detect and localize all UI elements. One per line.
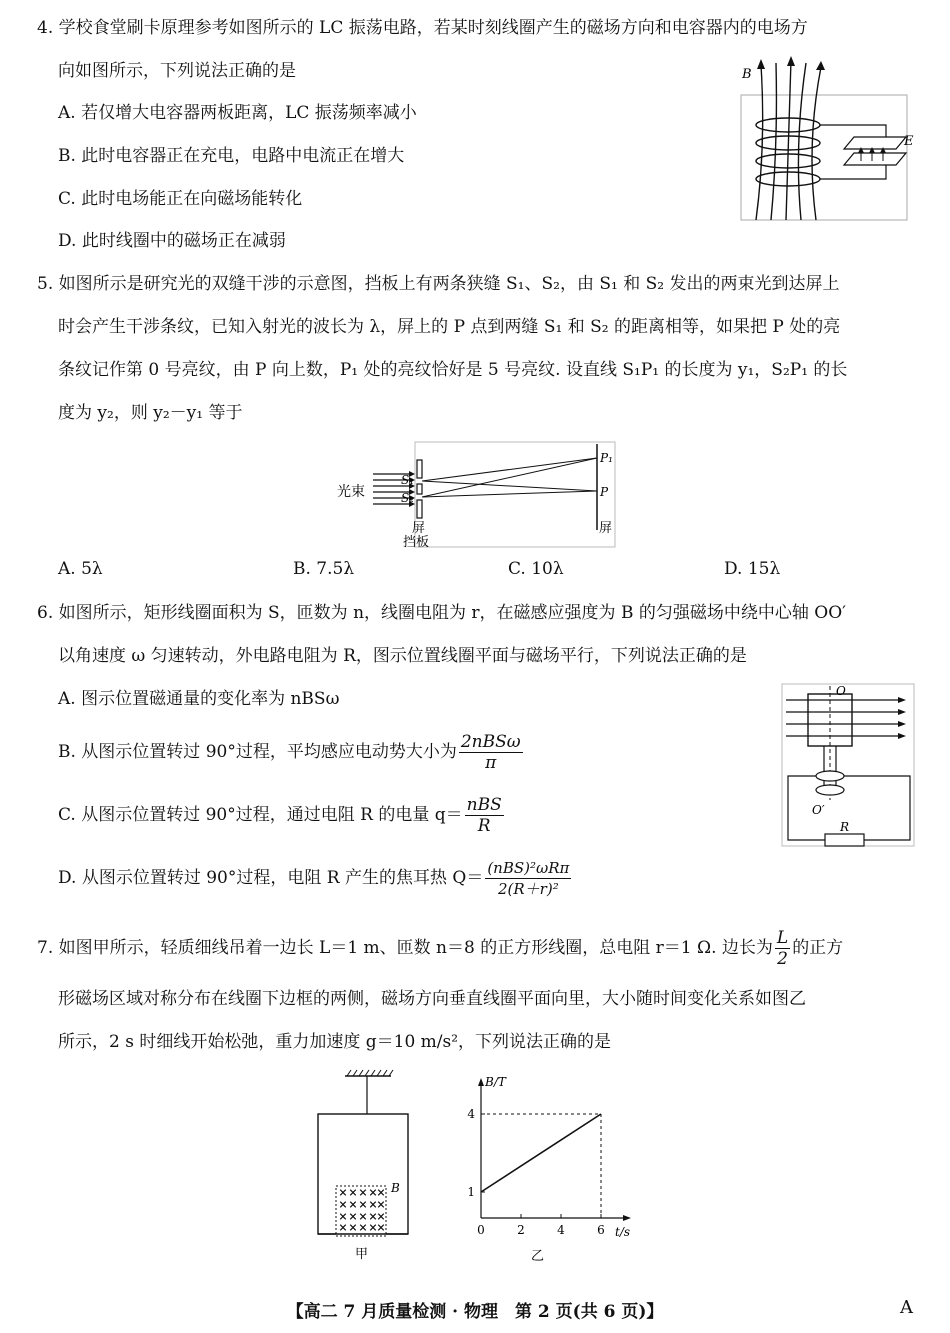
- chart-x-tick-label: 2: [517, 1223, 525, 1237]
- chart-y-tick-label: 4: [467, 1107, 475, 1121]
- chart-y-label: B/T: [485, 1075, 506, 1089]
- q4-stem-line1: 4. 学校食堂刷卡原理参考如图所示的 LC 振荡电路，若某时刻线圈产生的磁场方向和电容器内的电场方: [37, 18, 808, 38]
- q5-stem-line3: 条纹记作第 0 号亮纹，由 P 向上数，P₁ 处的亮纹恰好是 5 号亮纹. 设直线 S₁P₁ 的长度为 y₁，S₂P₁ 的长: [58, 360, 848, 380]
- svg-text:×: ×: [338, 1186, 348, 1199]
- q7-fraction-l-over-2: $\frac{L}{2}$: [776, 928, 789, 969]
- chart-x-tick-label: 6: [597, 1223, 605, 1237]
- q5-double-slit-figure: [335, 440, 620, 550]
- q7-stem-line1-a: 7. 如图甲所示，轻质细线吊着一边长 L＝1 m、匝数 n＝8 的正方形线圈，总电阻 r＝1 Ω. 边长为: [37, 938, 773, 958]
- q5-option-b: B. 7.5λ: [293, 559, 355, 579]
- page-version-letter: A: [900, 1297, 913, 1318]
- chart-x-label: t/s: [615, 1225, 631, 1239]
- q5-option-a: A. 5λ: [58, 559, 103, 579]
- svg-text:×: ×: [338, 1221, 348, 1234]
- q4-option-b: B. 此时电容器正在充电，电路中电流正在增大: [58, 146, 405, 166]
- svg-text:×: ×: [348, 1198, 358, 1211]
- q6-option-d: [58, 858, 573, 899]
- chart-y-axis-arrow: [478, 1078, 484, 1086]
- svg-text:×: ×: [368, 1186, 378, 1199]
- svg-text:×: ×: [376, 1198, 386, 1211]
- q5-label-p1: P₁: [600, 451, 613, 465]
- svg-text:×: ×: [368, 1210, 378, 1223]
- q5-stem-line1: 5. 如图所示是研究光的双缝干涉的示意图，挡板上有两条狭缝 S₁、S₂，由 S₁ 和 S₂ 发出的两束光到达屏上: [37, 274, 840, 294]
- q6-option-d-text: D. 从图示位置转过 90°过程，电阻 R 产生的焦耳热 Q＝: [58, 868, 484, 888]
- svg-text:×: ×: [358, 1198, 368, 1211]
- svg-text:×: ×: [376, 1221, 386, 1234]
- q7-stem-line2: 形磁场区域对称分布在线圈下边框的两侧，磁场方向垂直线圈平面向里，大小随时间变化关系如图乙: [58, 989, 806, 1009]
- svg-text:×: ×: [358, 1210, 368, 1223]
- q6-option-d-fraction: $\frac{\text{(nBS)²ωRπ}}{\text{2(R＋r)²}}$: [487, 859, 570, 898]
- q4-option-c: C. 此时电场能正在向磁场能转化: [58, 189, 303, 209]
- q4-option-a: A. 若仅增大电容器两板距离，LC 振荡频率减小: [58, 103, 417, 123]
- q6-option-b-fraction: $\frac{\text{2nBSω}}{\pi}$: [460, 732, 521, 773]
- q5-label-beam: 光束: [337, 484, 365, 500]
- svg-text:×: ×: [368, 1221, 378, 1234]
- q6-label-o-prime: O′: [812, 803, 825, 817]
- svg-text:×: ×: [348, 1186, 358, 1199]
- q5-label-s2: S₂: [401, 491, 415, 505]
- chart-y-tick-label: 1: [467, 1185, 475, 1199]
- q6-label-o: O: [836, 684, 846, 698]
- svg-text:×: ×: [376, 1186, 386, 1199]
- q7-stem-line1-b: 的正方: [792, 938, 844, 958]
- chart-x-tick-label: 4: [557, 1223, 565, 1237]
- q6-label-r: R: [840, 820, 850, 834]
- q6-option-c-fraction: $\frac{\text{nBS}}{R}$: [466, 795, 502, 836]
- svg-text:×: ×: [368, 1198, 378, 1211]
- q5-label-screen2: 屏: [599, 521, 613, 536]
- q7-jia-label-b: B: [391, 1181, 400, 1195]
- q6-option-c-text: C. 从图示位置转过 90°过程，通过电阻 R 的电量 q＝: [58, 805, 463, 825]
- q6-option-a: A. 图示位置磁通量的变化率为 nBSω: [58, 689, 340, 709]
- q7-stem-line1: [37, 928, 843, 969]
- svg-text:×: ×: [358, 1221, 368, 1234]
- q7-figure-yi-chart: [455, 1070, 635, 1264]
- chart-series-line: [481, 1114, 601, 1192]
- q6-stem-line2: 以角速度 ω 匀速转动，外电路电阻为 R，图示位置线圈平面与磁场平行，下列说法正确的是: [58, 646, 747, 666]
- q6-option-b-text: B. 从图示位置转过 90°过程，平均感应电动势大小为: [58, 742, 457, 762]
- q7-yi-caption: 乙: [531, 1249, 545, 1264]
- q6-rotating-coil-figure: [780, 682, 918, 850]
- chart-x-tick-label: 0: [477, 1223, 485, 1237]
- q4-lc-circuit-figure: [736, 55, 916, 223]
- q5-option-d: D. 15λ: [724, 559, 781, 579]
- q5-label-baffle: 挡板: [403, 535, 430, 550]
- q6-option-c: [58, 795, 506, 836]
- q5-stem-line2: 时会产生干涉条纹，已知入射光的波长为 λ，屏上的 P 点到两缝 S₁ 和 S₂ 的距离相等，如果把 P 处的亮: [58, 317, 841, 337]
- q6-stem-line1: 6. 如图所示，矩形线圈面积为 S，匝数为 n，线圈电阻为 r，在磁感应强度为 B 的匀强磁场中绕中心轴 OO′: [37, 603, 846, 623]
- svg-text:×: ×: [348, 1210, 358, 1223]
- q5-stem-line4: 度为 y₂，则 y₂－y₁ 等于: [58, 403, 243, 423]
- q7-stem-line3: 所示，2 s 时细线开始松弛，重力加速度 g＝10 m/s²，下列说法正确的是: [58, 1032, 612, 1052]
- page-footer: 【高二 7 月质量检测 · 物理 第 2 页(共 6 页)】: [286, 1302, 664, 1322]
- q5-label-p: P: [600, 485, 609, 499]
- svg-text:×: ×: [338, 1210, 348, 1223]
- q4-stem-line2: 向如图所示，下列说法正确的是: [58, 61, 296, 81]
- svg-text:×: ×: [358, 1186, 368, 1199]
- q5-label-screen1: 屏: [412, 521, 426, 536]
- q6-option-b: [58, 732, 525, 773]
- chart-x-axis-arrow: [623, 1215, 631, 1221]
- q7-jia-caption: 甲: [355, 1247, 369, 1262]
- q4-label-e: E: [904, 134, 914, 149]
- svg-text:×: ×: [338, 1198, 348, 1211]
- q5-label-s1: S₁: [401, 473, 415, 487]
- svg-text:×: ×: [376, 1210, 386, 1223]
- q5-option-c: C. 10λ: [508, 559, 564, 579]
- svg-text:×: ×: [348, 1221, 358, 1234]
- q4-option-d: D. 此时线圈中的磁场正在减弱: [58, 231, 286, 251]
- q4-label-b: B: [742, 67, 752, 82]
- q7-figure-jia: [315, 1068, 455, 1264]
